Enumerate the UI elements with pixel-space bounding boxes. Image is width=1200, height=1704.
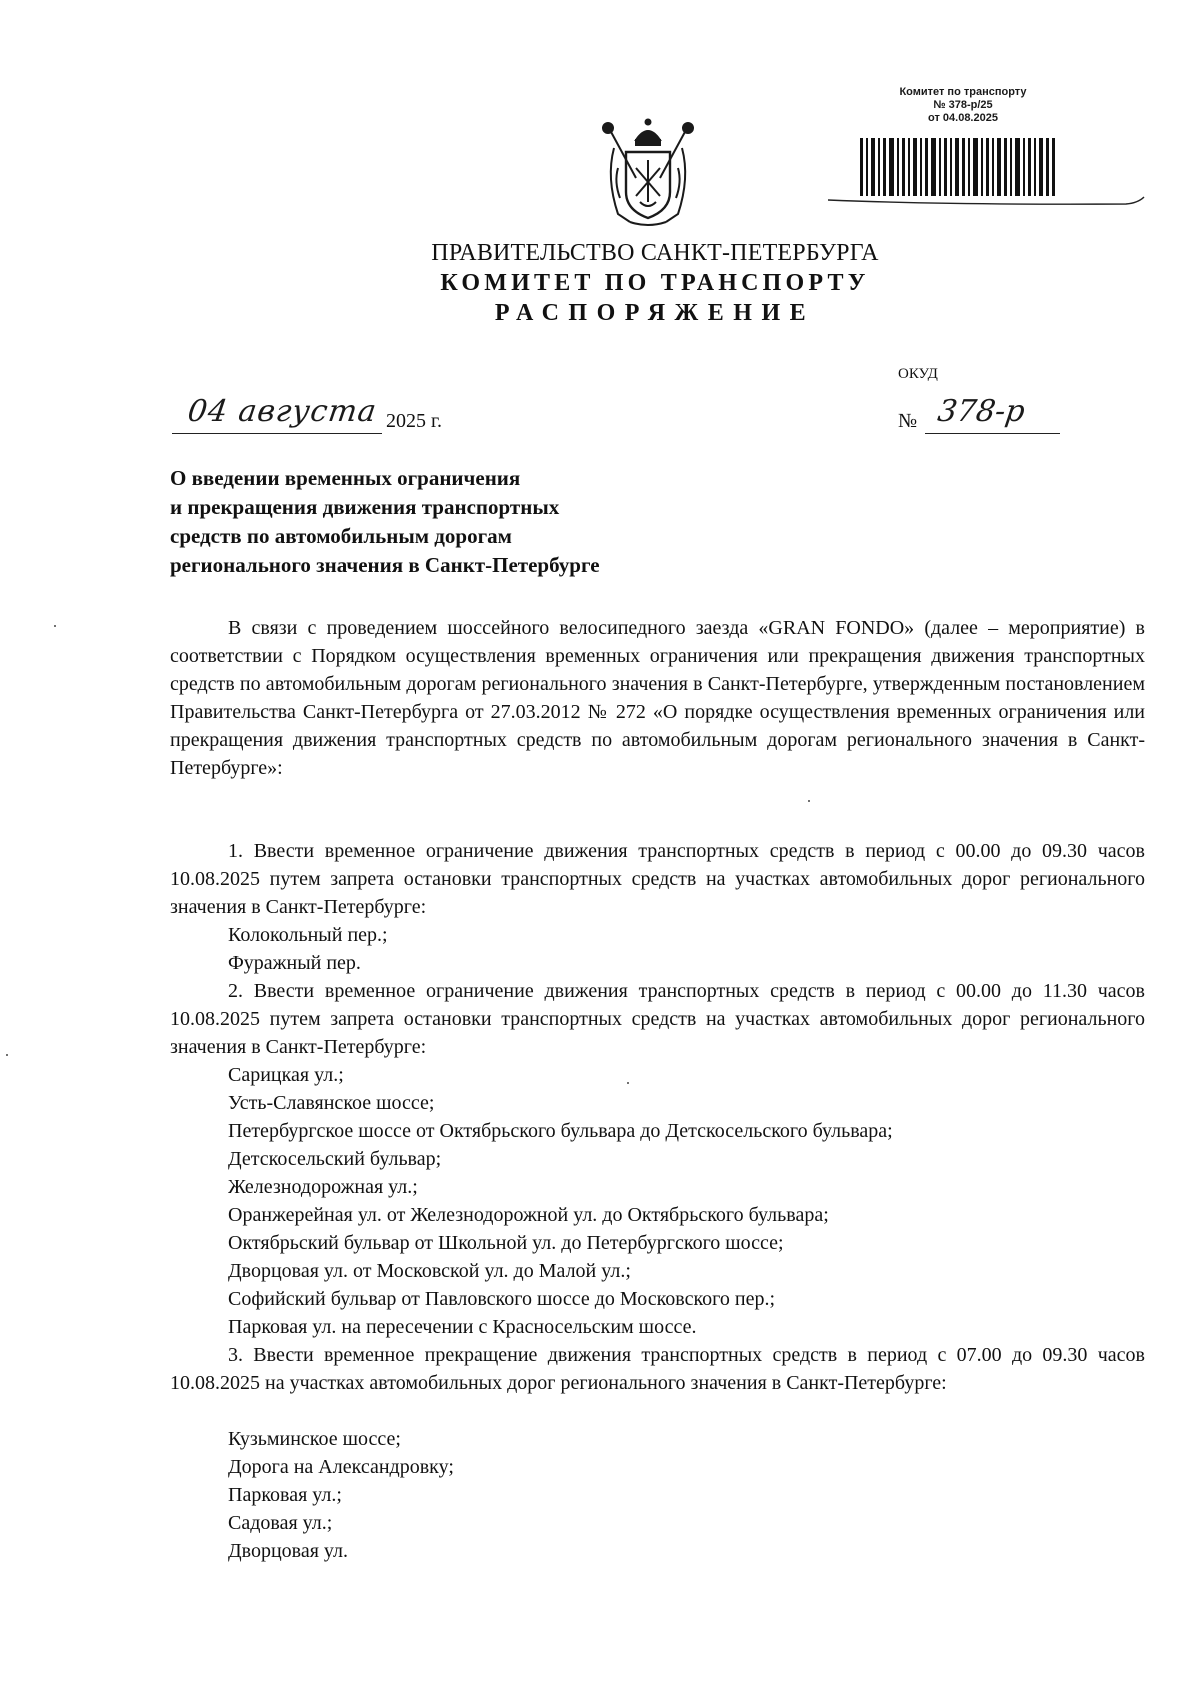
list-item: Дворцовая ул. (228, 1540, 349, 1562)
section-2-text: 2. Ввести временное ограничение движения транспортных средств в период с 00.00 до 11.30 часов 10.08.2025 путем запрета остановки транспортных средств на участках автомобильных дорог регионального значения в Санкт-Петербурге: (170, 980, 1145, 1058)
document-title (170, 464, 730, 580)
section-3-text: 3. Ввести временное прекращение движения транспортных средств в период с 07.00 до 09.30 часов 10.08.2025 на участках автомобильных дорог регионального значения в Санкт-Петербурге: (170, 1344, 1145, 1394)
list-item: Парковая ул.; (228, 1484, 342, 1506)
list-item: Петербургское шоссе от Октябрьского бульвара до Детскосельского бульвара; (228, 1120, 893, 1142)
list-item: Софийский бульвар от Павловского шоссе до Московского пер.; (228, 1288, 776, 1310)
date-underline (172, 433, 382, 434)
scan-speck (6, 1054, 8, 1056)
date-handwritten: 04 августа (185, 394, 380, 429)
list-item: Дворцовая ул. от Московской ул. до Малой ул.; (228, 1260, 631, 1282)
barcode (858, 138, 1058, 196)
list-item: Сарицкая ул.; (228, 1064, 344, 1086)
list-item: Октябрьский бульвар от Школьной ул. до Петербургского шоссе; (228, 1232, 784, 1254)
list-item: Кузьминское шоссе; (228, 1428, 401, 1450)
stamp-line-2: № 378-р/25 (933, 99, 993, 111)
list-item: Колокольный пер.; (228, 924, 388, 946)
title-line-3: средств по автомобильным дорогам (170, 524, 512, 548)
title-line-1: О введении временных ограничения (170, 466, 521, 490)
title-line-2: и прекращения движения транспортных (170, 495, 560, 519)
title-line-4: регионального значения в Санкт-Петербурге (170, 553, 600, 577)
stamp-signature-line (826, 196, 1146, 208)
list-item: Парковая ул. на пересечении с Красносельским шоссе. (228, 1316, 697, 1338)
scan-speck (627, 1082, 629, 1084)
preamble-paragraph: В связи с проведением шоссейного велосипедного заезда «GRAN FONDO» (далее – мероприятие) в соответствии с Порядком осуществления временных ограничения или прекращения движения транспортных средств по автомобильным дорогам регионального значения в Санкт-Петербурге, утвержденным постановлением Правительства Санкт-Петербурга от 27.03.2012 № 272 «О порядке осуществления временных ограничения или прекращения движения транспортных средств по автомобильным дорогам регионального значения в Санкт-Петербурге»: (170, 617, 1145, 779)
number-sign: № (898, 410, 918, 432)
coat-of-arms-emblem (596, 118, 700, 230)
okud-label: ОКУД (898, 366, 938, 382)
committee-heading: КОМИТЕТ ПО ТРАНСПОРТУ (440, 270, 870, 296)
stamp-line-1: Комитет по транспорту (899, 86, 1027, 98)
list-item: Усть-Славянское шоссе; (228, 1092, 435, 1114)
list-item: Оранжерейная ул. от Железнодорожной ул. до Октябрьского бульвара; (228, 1204, 829, 1226)
government-heading: ПРАВИТЕЛЬСТВО САНКТ-ПЕТЕРБУРГА (431, 240, 879, 266)
stamp-line-3: от 04.08.2025 (928, 112, 998, 124)
list-item: Железнодорожная ул.; (228, 1176, 418, 1198)
number-handwritten: 378-р (935, 394, 1028, 429)
section-1-text: 1. Ввести временное ограничение движения транспортных средств в период с 00.00 до 09.30 часов 10.08.2025 путем запрета остановки транспортных средств на участках автомобильных дорог регионального значения в Санкт-Петербурге: (170, 840, 1145, 918)
list-item: Детскосельский бульвар; (228, 1148, 442, 1170)
date-year: 2025 г. (386, 410, 442, 432)
list-item: Садовая ул.; (228, 1512, 333, 1534)
document-type-heading: РАСПОРЯЖЕНИЕ (494, 300, 816, 326)
list-item: Фуражный пер. (228, 952, 361, 974)
scan-speck (808, 800, 810, 802)
registration-stamp (878, 86, 1048, 125)
list-item: Дорога на Александровку; (228, 1456, 454, 1478)
number-underline (925, 433, 1060, 434)
scan-speck (54, 625, 56, 627)
